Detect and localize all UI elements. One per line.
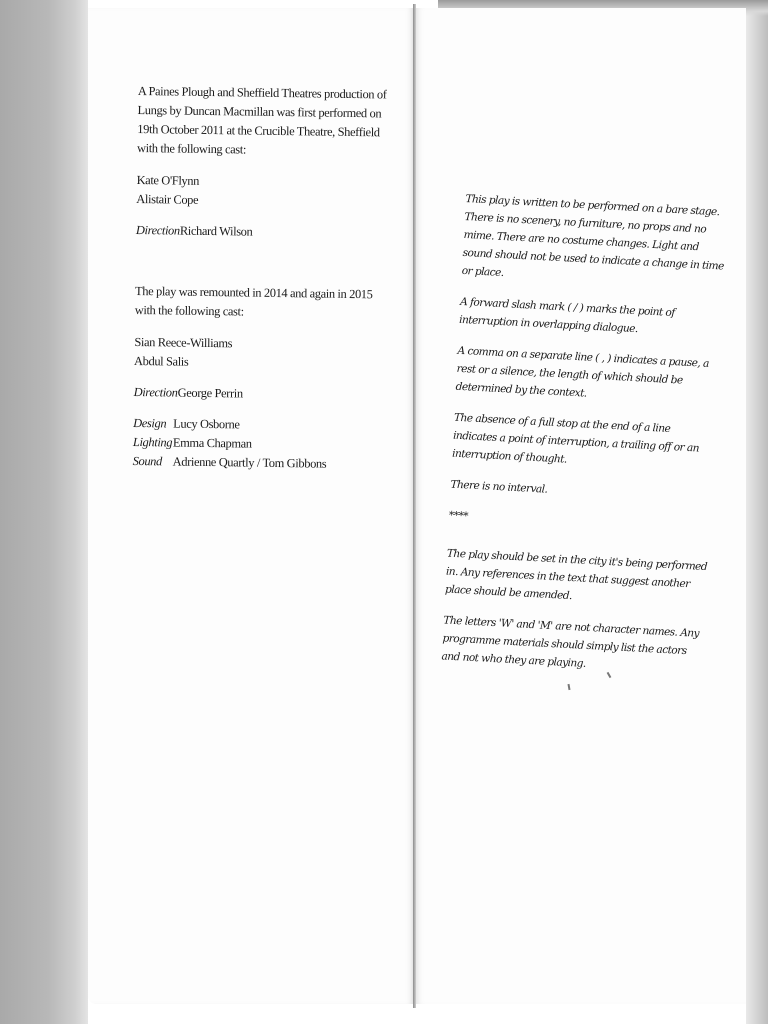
scan-shadow-right bbox=[746, 0, 768, 1024]
slash-note: A forward slash mark ( / ) marks the point of interruption in overlapping dialogue. bbox=[458, 295, 675, 336]
credit-role: Lighting bbox=[132, 434, 173, 450]
credit-role: Direction bbox=[133, 384, 178, 400]
credit-name: Lucy Osborne bbox=[173, 416, 240, 432]
right-page bbox=[416, 8, 746, 1004]
full-stop-note: The absence of a full stop at the end of a line indicates a point of interruption, a trailing off or an interruption of thought. bbox=[451, 411, 700, 466]
scan-shadow-left bbox=[0, 0, 88, 1024]
credit-name: George Perrin bbox=[177, 385, 243, 401]
setting-note: The play should be set in the city it's being performed in. Any references in the text that suggest another place should be amended. bbox=[444, 547, 708, 603]
section-separator: **** bbox=[448, 509, 469, 523]
remount-intro: The play was remounted in 2014 and again in 2015 with the following cast: bbox=[134, 283, 373, 319]
production-credits bbox=[133, 82, 388, 474]
credit-role: Sound bbox=[132, 453, 163, 469]
staging-note: This play is written to be performed on a bare stage. There is no scenery, no furniture, no props and no mime. There are no costume changes. Light and sound should not be used to indicate a change in time or place. bbox=[461, 192, 725, 280]
credit-role: Direction bbox=[135, 222, 180, 238]
production-intro: A Paines Plough and Sheffield Theatres production of Lungs by Duncan Macmillan was first performed on 19th October 2011 at the Crucible Theatre, Sheffield with the following cast: bbox=[136, 83, 387, 157]
comma-note: A comma on a separate line ( , ) indicates a pause, a rest or a silence, the length of which should be determined by the context. bbox=[455, 344, 710, 400]
cast-member: Sian Reece-Williams bbox=[134, 334, 233, 351]
direction-credit bbox=[134, 383, 384, 405]
performance-notes bbox=[440, 190, 727, 692]
credit-name: Emma Chapman bbox=[172, 435, 252, 451]
cast-member: Abdul Salis bbox=[134, 353, 189, 369]
credit-name: Adrienne Quartly / Tom Gibbons bbox=[172, 454, 327, 471]
sound-credit bbox=[133, 452, 383, 474]
cast-member: Kate O'Flynn bbox=[136, 172, 200, 188]
character-names-note: The letters 'W' and 'M' are not character names. Any programme materials should simply list the actors and not who they are playing. bbox=[441, 614, 700, 670]
cast-member: Alistair Cope bbox=[136, 191, 199, 207]
left-page bbox=[88, 8, 414, 1004]
credit-role: Design bbox=[133, 415, 167, 431]
direction-credit bbox=[136, 221, 386, 243]
credit-name: Richard Wilson bbox=[179, 223, 253, 239]
interval-note: There is no interval. bbox=[450, 478, 548, 496]
